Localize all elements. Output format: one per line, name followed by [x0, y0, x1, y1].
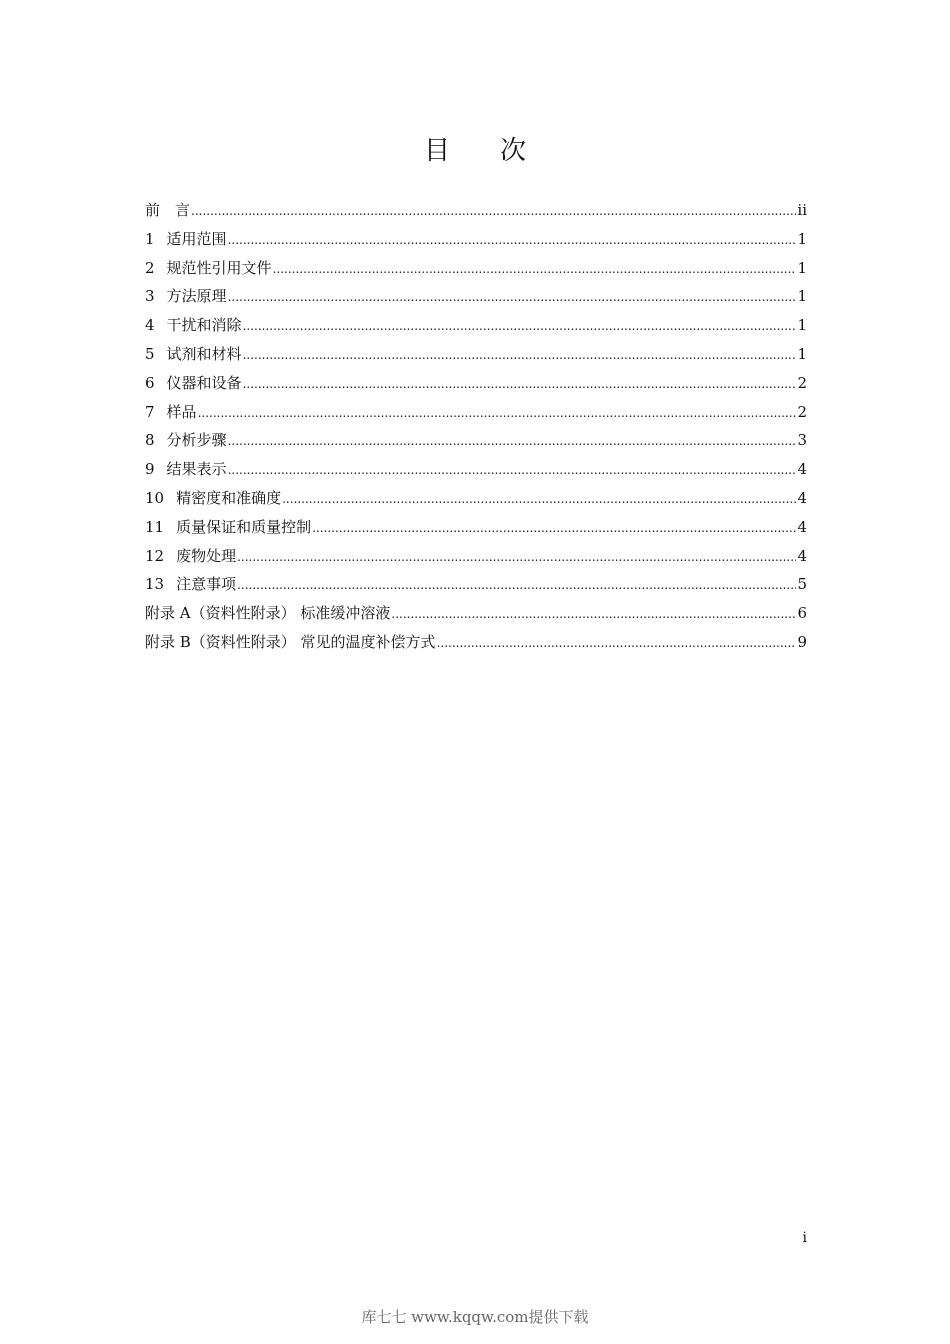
toc-entry-page: 9: [797, 632, 807, 651]
toc-leader-dots: [312, 513, 796, 543]
toc-entry-label: 样品: [166, 402, 197, 421]
toc-entry-number: 2: [145, 258, 155, 277]
toc-entry-5[interactable]: [145, 340, 807, 369]
toc-leader-dots: [198, 398, 797, 428]
toc-entry-6[interactable]: [145, 369, 807, 398]
toc-entry-label: 注意事项: [176, 575, 237, 594]
toc-entry-appendix-b[interactable]: [145, 628, 807, 657]
toc-entry-number: 5: [145, 344, 155, 363]
toc-entry-label: 仪器和设备: [166, 373, 242, 392]
toc-leader-dots: [237, 570, 796, 600]
toc-entry-page: 2: [797, 402, 807, 421]
toc-entry-page: 1: [797, 316, 807, 335]
toc-entry-number: 3: [145, 287, 155, 306]
toc-entry-8[interactable]: [145, 426, 807, 455]
toc-entry-number: 12: [145, 546, 165, 565]
toc-leader-dots: [437, 628, 797, 658]
toc-entry-9[interactable]: [145, 455, 807, 484]
toc-leader-dots: [228, 282, 797, 312]
toc-entry-label: 干扰和消除: [166, 316, 242, 335]
toc-leader-dots: [273, 254, 797, 284]
toc-entry-preface[interactable]: [145, 196, 807, 225]
toc-entry-page: 4: [797, 546, 807, 565]
title-char-left: 目: [423, 136, 450, 166]
toc-entry-number: 7: [145, 402, 155, 421]
toc-entry-page: 4: [797, 460, 807, 479]
toc-entry-2[interactable]: [145, 254, 807, 283]
toc-entry-label: 前 言: [145, 201, 191, 219]
toc-leader-dots: [237, 542, 796, 572]
toc-entry-label: 附录 B（资料性附录） 常见的温度补偿方式: [145, 632, 436, 651]
page-title: [0, 133, 950, 169]
toc-entry-4[interactable]: [145, 311, 807, 340]
toc-entry-label: 规范性引用文件: [166, 258, 272, 277]
toc-entry-label: 结果表示: [166, 460, 227, 479]
toc-entry-number: 4: [145, 316, 155, 335]
toc-entry-page: ii: [797, 201, 807, 219]
toc-entry-page: 1: [797, 287, 807, 306]
toc-entry-page: 3: [797, 431, 807, 450]
toc-entry-label: 适用范围: [166, 229, 227, 248]
toc-entry-13[interactable]: [145, 570, 807, 599]
toc-entry-number: 13: [145, 575, 165, 594]
toc-entry-page: 4: [797, 488, 807, 507]
toc-entry-page: 1: [797, 229, 807, 248]
toc-entry-page: 4: [797, 517, 807, 536]
toc-leader-dots: [228, 455, 797, 485]
toc-leader-dots: [228, 225, 797, 255]
toc-entry-number: 9: [145, 460, 155, 479]
toc-entry-page: 5: [797, 575, 807, 594]
toc-entry-label: 废物处理: [176, 546, 237, 565]
toc-entry-page: 2: [797, 373, 807, 392]
toc-entry-10[interactable]: [145, 484, 807, 513]
toc-entry-number: 6: [145, 373, 155, 392]
toc-entry-number: 1: [145, 229, 155, 248]
toc-entry-1[interactable]: [145, 225, 807, 254]
toc-entry-number: 10: [145, 488, 165, 507]
toc-entry-3[interactable]: [145, 282, 807, 311]
page-number: i: [802, 1230, 807, 1246]
toc-leader-dots: [243, 311, 797, 341]
toc-entry-number: 11: [145, 517, 165, 536]
toc-leader-dots: [228, 426, 797, 456]
toc-entry-label: 分析步骤: [166, 431, 227, 450]
footer-watermark: 库七七 www.kqqw.com提供下载: [361, 1308, 589, 1326]
toc-entry-label: 质量保证和质量控制: [176, 517, 312, 536]
toc-entry-label: 附录 A（资料性附录） 标准缓冲溶液: [145, 604, 391, 623]
toc-entry-page: 6: [797, 604, 807, 623]
toc-leader-dots: [243, 369, 797, 399]
toc-leader-dots: [191, 196, 796, 226]
toc-leader-dots: [243, 340, 797, 370]
toc-entry-label: 方法原理: [166, 287, 227, 306]
toc-entry-page: 1: [797, 344, 807, 363]
toc-entry-number: 8: [145, 431, 155, 450]
toc-entry-11[interactable]: [145, 513, 807, 542]
toc-entry-appendix-a[interactable]: [145, 599, 807, 628]
toc-leader-dots: [391, 599, 796, 629]
toc-entry-page: 1: [797, 258, 807, 277]
toc-entry-label: 试剂和材料: [166, 344, 242, 363]
table-of-contents: [145, 196, 807, 657]
title-char-right: 次: [500, 136, 527, 166]
toc-leader-dots: [282, 484, 796, 514]
toc-entry-12[interactable]: [145, 542, 807, 571]
toc-entry-label: 精密度和准确度: [176, 488, 282, 507]
toc-entry-7[interactable]: [145, 398, 807, 427]
